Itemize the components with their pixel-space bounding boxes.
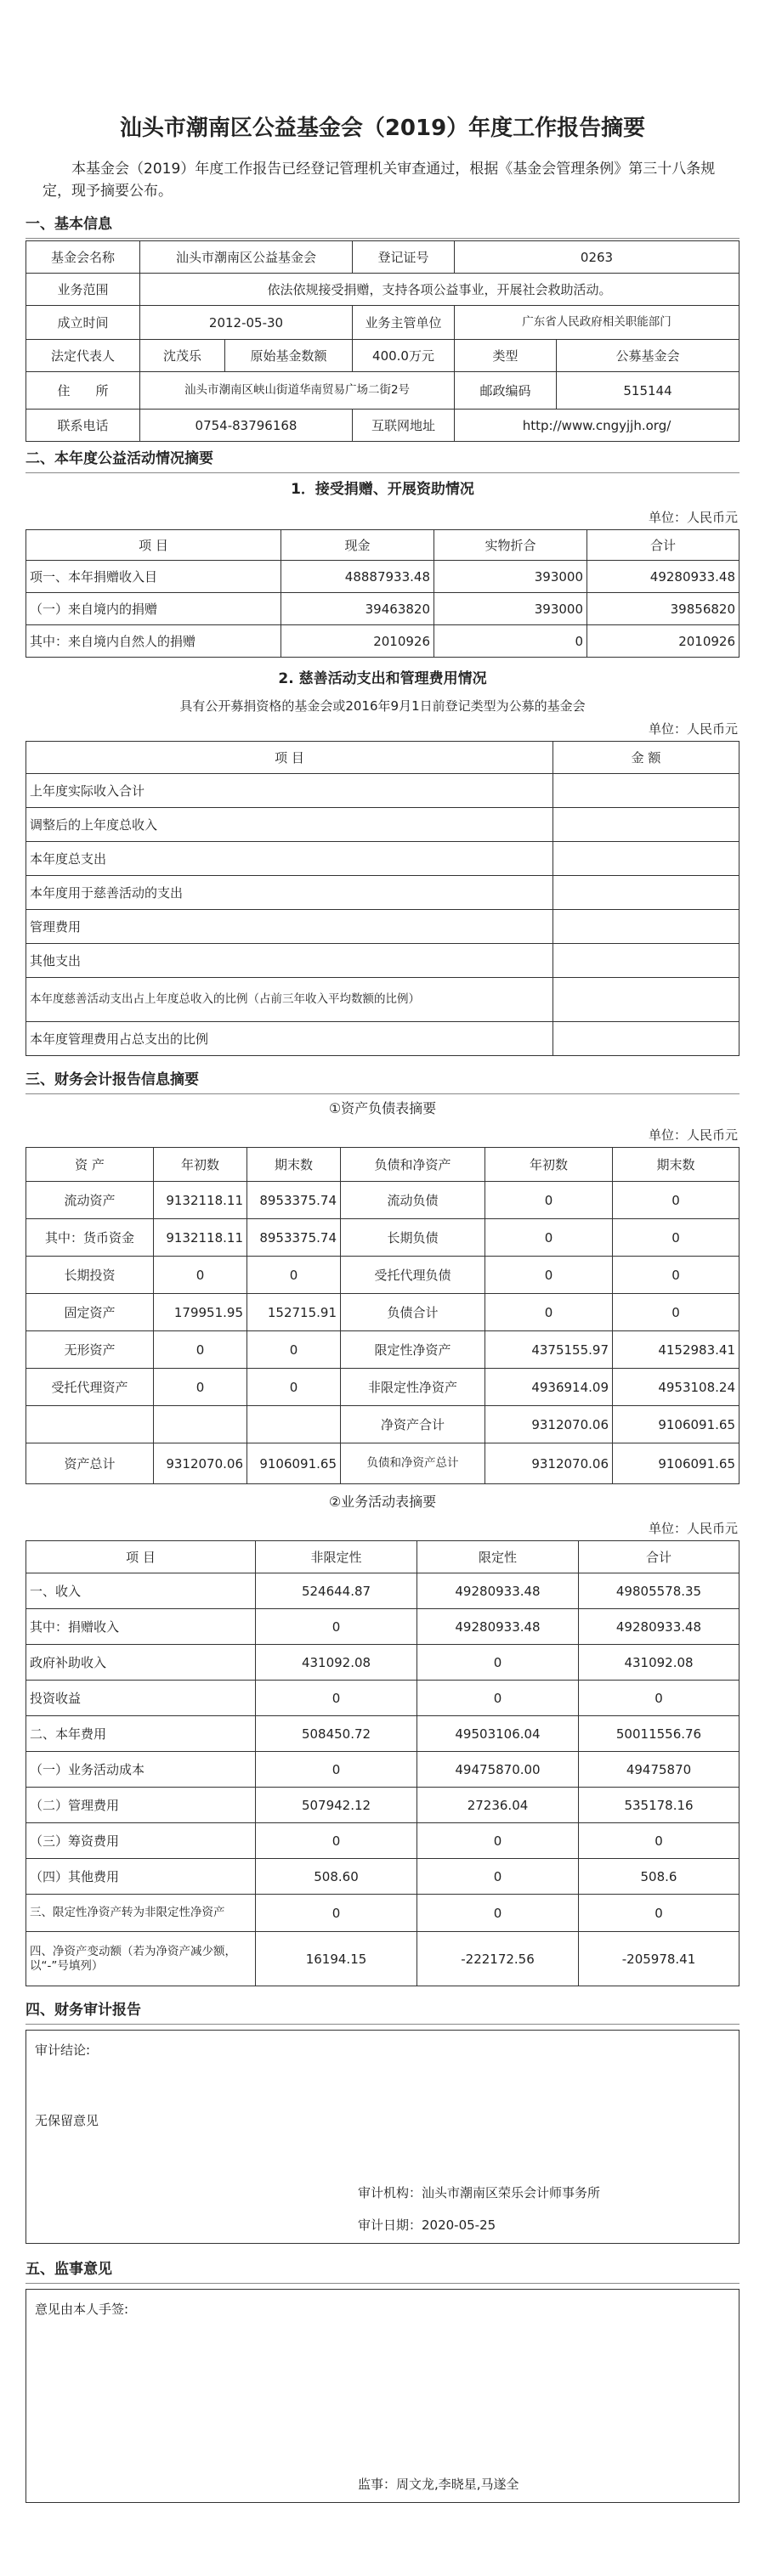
cell-value: 0 xyxy=(247,1331,341,1369)
cell-value: 9312070.06 xyxy=(485,1406,613,1443)
header-cell: 年初数 xyxy=(154,1148,247,1182)
cell-value: 49280933.48 xyxy=(417,1609,579,1645)
audit-conclusion-value: 无保留意见 xyxy=(35,2113,99,2128)
table-row xyxy=(26,1681,740,1716)
section-basic-info-heading: 一、基本信息 xyxy=(26,211,740,239)
cell-value: 535178.16 xyxy=(579,1788,740,1823)
row-label: 净资产合计 xyxy=(341,1406,485,1443)
addr-label: 住 所 xyxy=(26,372,140,410)
cell-value: 0 xyxy=(579,1895,740,1932)
cell-value: 431092.08 xyxy=(579,1645,740,1681)
scope-value: 依法依规接受捐赠，支持各项公益事业，开展社会救助活动。 xyxy=(140,274,740,306)
table-row xyxy=(26,274,740,306)
basic-info-table xyxy=(26,240,740,442)
table-row xyxy=(26,1294,740,1331)
supervisor-box xyxy=(26,2289,740,2503)
fund-value: 400.0万元 xyxy=(353,340,455,372)
header-cell: 期末数 xyxy=(613,1148,740,1182)
row-label: （二）管理费用 xyxy=(26,1788,256,1823)
tel-label: 联系电话 xyxy=(26,410,140,442)
cell-value: 508450.72 xyxy=(256,1716,417,1752)
cell-value xyxy=(553,978,740,1022)
table-row xyxy=(26,876,740,910)
cell-value xyxy=(553,910,740,944)
cell-value: 0 xyxy=(154,1257,247,1294)
table-row xyxy=(26,410,740,442)
row-label: 本年度总支出 xyxy=(26,842,553,876)
addr-value: 汕头市潮南区峡山街道华南贸易广场二街2号 xyxy=(140,372,455,410)
report-page xyxy=(26,0,740,2503)
table-row xyxy=(26,1541,740,1573)
cell-value xyxy=(154,1406,247,1443)
audit-date: 审计日期：2020-05-25 xyxy=(358,2217,496,2233)
cell-value: -205978.41 xyxy=(579,1932,740,1986)
table-row xyxy=(26,372,740,410)
web-label: 互联网地址 xyxy=(353,410,455,442)
cell-value: 8953375.74 xyxy=(247,1182,341,1219)
table-row xyxy=(26,1022,740,1056)
cell-value: 0 xyxy=(579,1681,740,1716)
audit-organization: 审计机构：汕头市潮南区荣乐会计师事务所 xyxy=(358,2185,601,2200)
cell-value: 0 xyxy=(154,1369,247,1406)
cell-value: 0 xyxy=(613,1182,740,1219)
cell-value: 179951.95 xyxy=(154,1294,247,1331)
table-row xyxy=(26,306,740,340)
row-label: （四）其他费用 xyxy=(26,1859,256,1895)
cell-value: 2010926 xyxy=(281,625,434,658)
type-value: 公募基金会 xyxy=(557,340,740,372)
row-label: 非限定性净资产 xyxy=(341,1369,485,1406)
name-value: 汕头市潮南区公益基金会 xyxy=(140,241,353,274)
table-row xyxy=(26,1932,740,1986)
balance-sheet-title: ①资产负债表摘要 xyxy=(328,1100,437,1116)
zip-label: 邮政编码 xyxy=(455,372,557,410)
table-row xyxy=(26,1219,740,1257)
cell-value: 39463820 xyxy=(281,593,434,625)
cell-value: 0 xyxy=(485,1257,613,1294)
cell-value: 9312070.06 xyxy=(485,1443,613,1484)
date-label: 成立时间 xyxy=(26,306,140,340)
cell-value: 507942.12 xyxy=(256,1788,417,1823)
table-row xyxy=(26,561,740,593)
audit-conclusion-label: 审计结论: xyxy=(35,2042,91,2058)
cell-value: 393000 xyxy=(434,593,587,625)
row-label: 一、收入 xyxy=(26,1573,256,1609)
header-cell: 年初数 xyxy=(485,1148,613,1182)
row-label: 四、净资产变动额（若为净资产减少额，以“-”号填列） xyxy=(26,1932,256,1986)
table-row xyxy=(26,1859,740,1895)
header-cell: 非限定性 xyxy=(256,1541,417,1573)
cell-value: 0 xyxy=(256,1681,417,1716)
section-supervisor-heading: 五、监事意见 xyxy=(26,2256,740,2284)
cell-value: 4953108.24 xyxy=(613,1369,740,1406)
rep-value: 沈茂乐 xyxy=(140,340,225,372)
cell-value: 393000 xyxy=(434,561,587,593)
cell-value: 0 xyxy=(485,1294,613,1331)
section-activities-heading: 二、本年度公益活动情况摘要 xyxy=(26,445,740,473)
table-row xyxy=(26,1823,740,1859)
cell-value xyxy=(247,1406,341,1443)
supervisor-signatures: 监事：周文龙,李晓星,马遂全 xyxy=(358,2477,519,2492)
cell-value: 9106091.65 xyxy=(613,1443,740,1484)
cell-value: 0 xyxy=(613,1219,740,1257)
table-row xyxy=(26,1182,740,1219)
row-label: 长期投资 xyxy=(26,1257,154,1294)
header-cell: 合计 xyxy=(587,530,740,561)
cell-value xyxy=(553,944,740,978)
cell-value: 4375155.97 xyxy=(485,1331,613,1369)
cell-value: 431092.08 xyxy=(256,1645,417,1681)
row-label: 限定性净资产 xyxy=(341,1331,485,1369)
table-row xyxy=(26,1716,740,1752)
cell-value xyxy=(553,1022,740,1056)
charity-expenses-table xyxy=(26,741,740,1056)
table-row xyxy=(26,1788,740,1823)
row-label: 负债合计 xyxy=(341,1294,485,1331)
report-title: 汕头市潮南区公益基金会（2019）年度工作报告摘要 xyxy=(119,116,646,141)
table-row xyxy=(26,1148,740,1182)
web-value[interactable]: http://www.cngyjjh.org/ xyxy=(455,410,740,442)
row-label: 项一、本年捐赠收入目 xyxy=(26,561,281,593)
cell-value: 49503106.04 xyxy=(417,1716,579,1752)
row-label: 本年度管理费用占总支出的比例 xyxy=(26,1022,553,1056)
header-cell: 期末数 xyxy=(247,1148,341,1182)
cell-value: 16194.15 xyxy=(256,1932,417,1986)
cell-value xyxy=(553,808,740,842)
charity-table-title: 2. 慈善活动支出和管理费用情况 xyxy=(278,670,487,687)
header-cell: 项 目 xyxy=(26,742,553,774)
unit-label: 单位：人民币元 xyxy=(648,1127,738,1143)
table-row xyxy=(26,774,740,808)
cell-value: 0 xyxy=(256,1895,417,1932)
unit-label: 单位：人民币元 xyxy=(648,1521,738,1536)
cell-value: 2010926 xyxy=(587,625,740,658)
table-row xyxy=(26,340,740,372)
cell-value: 508.60 xyxy=(256,1859,417,1895)
supervisor-label: 意见由本人手签: xyxy=(35,2302,129,2317)
row-label: 上年度实际收入合计 xyxy=(26,774,553,808)
balance-sheet-table xyxy=(26,1147,740,1484)
cell-value: 49280933.48 xyxy=(579,1609,740,1645)
unit-label: 单位：人民币元 xyxy=(648,510,738,525)
cell-value: 0 xyxy=(434,625,587,658)
row-label: 受托代理资产 xyxy=(26,1369,154,1406)
cell-value: 0 xyxy=(485,1219,613,1257)
cell-value: 4152983.41 xyxy=(613,1331,740,1369)
donations-table-title: 1．接受捐赠、开展资助情况 xyxy=(291,481,474,498)
cell-value: 524644.87 xyxy=(256,1573,417,1609)
charity-table-note: 具有公开募捐资格的基金会或2016年9月1日前登记类型为公募的基金会 xyxy=(179,698,586,714)
cell-value: 49280933.48 xyxy=(417,1573,579,1609)
cell-value xyxy=(553,842,740,876)
cell-value: 0 xyxy=(417,1895,579,1932)
row-label: 流动资产 xyxy=(26,1182,154,1219)
cell-value: 508.6 xyxy=(579,1859,740,1895)
row-label: 其中：货币资金 xyxy=(26,1219,154,1257)
table-row xyxy=(26,241,740,274)
income-activity-table xyxy=(26,1540,740,1986)
cell-value: 0 xyxy=(417,1859,579,1895)
table-row xyxy=(26,1257,740,1294)
cell-value: 9106091.65 xyxy=(247,1443,341,1484)
section-finance-heading: 三、财务会计报告信息摘要 xyxy=(26,1066,740,1094)
cell-value: 49280933.48 xyxy=(587,561,740,593)
row-label: 长期负债 xyxy=(341,1219,485,1257)
name-label: 基金会名称 xyxy=(26,241,140,274)
table-row xyxy=(26,1443,740,1484)
cell-value: 0 xyxy=(154,1331,247,1369)
type-label: 类型 xyxy=(455,340,557,372)
cell-value: 4936914.09 xyxy=(485,1369,613,1406)
donations-table xyxy=(26,529,740,658)
cell-value: 0 xyxy=(485,1182,613,1219)
cell-value: 0 xyxy=(613,1257,740,1294)
table-row xyxy=(26,742,740,774)
cell-value: 49475870.00 xyxy=(417,1752,579,1788)
row-label: 其中：捐赠收入 xyxy=(26,1609,256,1645)
header-cell: 资 产 xyxy=(26,1148,154,1182)
header-cell: 现金 xyxy=(281,530,434,561)
row-label: 管理费用 xyxy=(26,910,553,944)
table-row xyxy=(26,1573,740,1609)
cell-value: 152715.91 xyxy=(247,1294,341,1331)
header-cell: 项 目 xyxy=(26,1541,256,1573)
row-label: （一）业务活动成本 xyxy=(26,1752,256,1788)
cell-value: -222172.56 xyxy=(417,1932,579,1986)
cell-value: 27236.04 xyxy=(417,1788,579,1823)
header-cell: 项 目 xyxy=(26,530,281,561)
cell-value: 9106091.65 xyxy=(613,1406,740,1443)
unit-label: 单位：人民币元 xyxy=(648,721,738,737)
row-label: 固定资产 xyxy=(26,1294,154,1331)
row-label: 调整后的上年度总收入 xyxy=(26,808,553,842)
cell-value: 39856820 xyxy=(587,593,740,625)
cell-value: 0 xyxy=(247,1257,341,1294)
table-row xyxy=(26,1895,740,1932)
income-activity-title: ②业务活动表摘要 xyxy=(328,1494,437,1510)
supervisor-label: 业务主管单位 xyxy=(353,306,455,340)
row-label: 其中：来自境内自然人的捐赠 xyxy=(26,625,281,658)
cell-value: 0 xyxy=(247,1369,341,1406)
cell-value: 8953375.74 xyxy=(247,1219,341,1257)
table-row xyxy=(26,1752,740,1788)
audit-box xyxy=(26,2030,740,2244)
row-label: 三、限定性净资产转为非限定性净资产 xyxy=(26,1895,256,1932)
tel-value: 0754-83796168 xyxy=(140,410,353,442)
cell-value xyxy=(553,774,740,808)
cell-value: 0 xyxy=(417,1645,579,1681)
table-row xyxy=(26,1331,740,1369)
cell-value xyxy=(553,876,740,910)
rep-label: 法定代表人 xyxy=(26,340,140,372)
table-row xyxy=(26,1645,740,1681)
cell-value: 48887933.48 xyxy=(281,561,434,593)
scope-label: 业务范围 xyxy=(26,274,140,306)
cell-value: 49475870 xyxy=(579,1752,740,1788)
zip-value: 515144 xyxy=(557,372,740,410)
row-label: 流动负债 xyxy=(341,1182,485,1219)
date-value: 2012-05-30 xyxy=(140,306,353,340)
cell-value: 0 xyxy=(256,1823,417,1859)
intro-paragraph: 本基金会（2019）年度工作报告已经登记管理机关审查通过，根据《基金会管理条例》第三十八条规定，现予摘要公布。 xyxy=(42,161,716,200)
row-label: 无形资产 xyxy=(26,1331,154,1369)
table-row xyxy=(26,1406,740,1443)
table-row xyxy=(26,910,740,944)
table-row xyxy=(26,808,740,842)
table-row xyxy=(26,530,740,561)
row-label: 资产总计 xyxy=(26,1443,154,1484)
header-cell: 负债和净资产 xyxy=(341,1148,485,1182)
cell-value: 50011556.76 xyxy=(579,1716,740,1752)
reg-value: 0263 xyxy=(455,241,740,274)
cell-value: 0 xyxy=(256,1609,417,1645)
table-row xyxy=(26,1369,740,1406)
cell-value: 0 xyxy=(256,1752,417,1788)
table-row xyxy=(26,625,740,658)
cell-value: 0 xyxy=(417,1681,579,1716)
row-label: （一）来自境内的捐赠 xyxy=(26,593,281,625)
row-label: 投资收益 xyxy=(26,1681,256,1716)
reg-label: 登记证号 xyxy=(353,241,455,274)
row-label: 负债和净资产总计 xyxy=(341,1443,485,1484)
row-label: （三）筹资费用 xyxy=(26,1823,256,1859)
row-label: 政府补助收入 xyxy=(26,1645,256,1681)
header-cell: 实物折合 xyxy=(434,530,587,561)
row-label: 受托代理负债 xyxy=(341,1257,485,1294)
row-label: 其他支出 xyxy=(26,944,553,978)
cell-value xyxy=(26,1406,154,1443)
cell-value: 9312070.06 xyxy=(154,1443,247,1484)
fund-label: 原始基金数额 xyxy=(225,340,353,372)
row-label: 二、本年费用 xyxy=(26,1716,256,1752)
cell-value: 9132118.11 xyxy=(154,1182,247,1219)
supervisor-value: 广东省人民政府相关职能部门 xyxy=(455,306,740,340)
cell-value: 0 xyxy=(579,1823,740,1859)
table-row xyxy=(26,842,740,876)
cell-value: 0 xyxy=(613,1294,740,1331)
header-cell: 限定性 xyxy=(417,1541,579,1573)
header-cell: 金 额 xyxy=(553,742,740,774)
header-cell: 合计 xyxy=(579,1541,740,1573)
table-row xyxy=(26,944,740,978)
section-audit-heading: 四、财务审计报告 xyxy=(26,1997,740,2025)
cell-value: 0 xyxy=(417,1823,579,1859)
table-row xyxy=(26,978,740,1022)
cell-value: 9132118.11 xyxy=(154,1219,247,1257)
table-row xyxy=(26,1609,740,1645)
cell-value: 49805578.35 xyxy=(579,1573,740,1609)
row-label: 本年度用于慈善活动的支出 xyxy=(26,876,553,910)
row-label: 本年度慈善活动支出占上年度总收入的比例（占前三年收入平均数额的比例） xyxy=(26,978,553,1022)
table-row xyxy=(26,593,740,625)
